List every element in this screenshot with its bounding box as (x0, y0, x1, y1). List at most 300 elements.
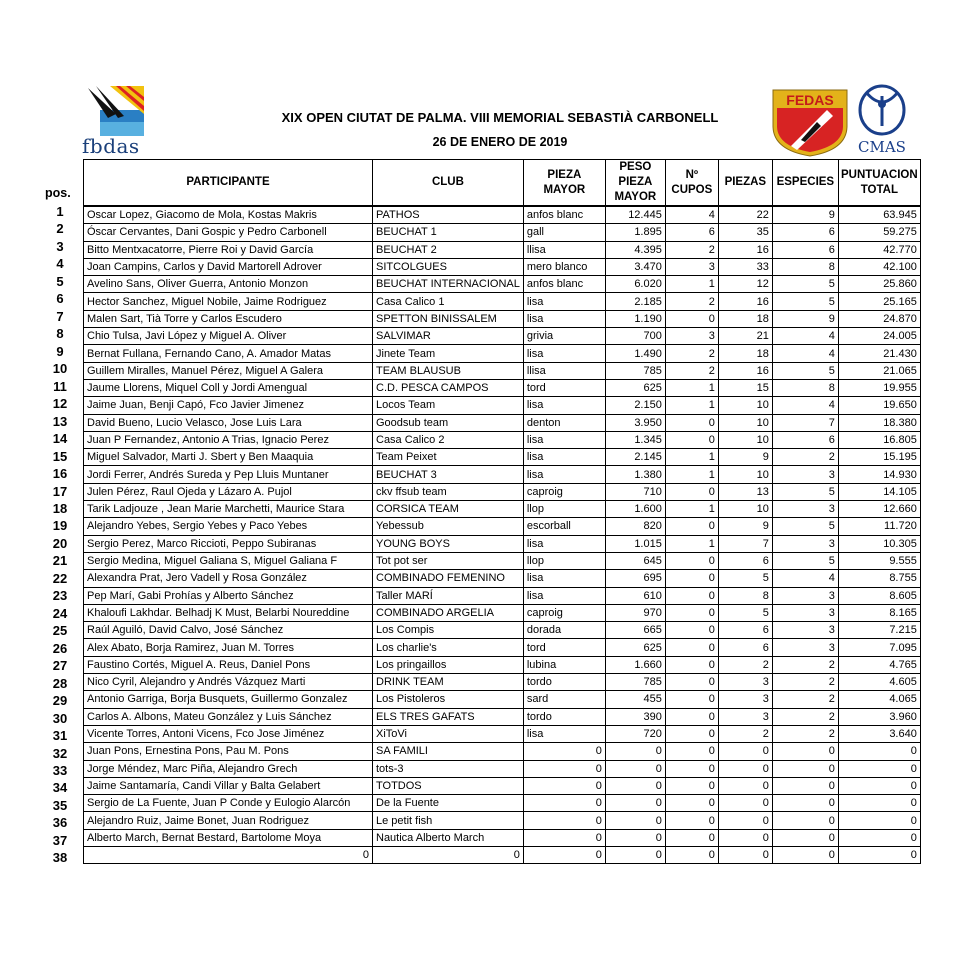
table-row (84, 501, 921, 518)
pieza-mayor-cell: tord (523, 379, 605, 396)
piezas-cell: 0 (718, 812, 772, 829)
pieza-mayor-cell: 0 (523, 829, 605, 846)
peso-cell: 625 (605, 379, 665, 396)
piezas-cell: 2 (718, 725, 772, 742)
pieza-mayor-cell: lisa (523, 397, 605, 414)
pieza-mayor-cell: gall (523, 224, 605, 241)
peso-cell: 710 (605, 483, 665, 500)
participant-cell: Carlos A. Albons, Mateu González y Luis Sánchez (84, 708, 373, 725)
participant-cell: Tarik Ladjouze , Jean Marie Marchetti, Maurice Stara (84, 501, 373, 518)
pieza-mayor-cell: mero blanco (523, 258, 605, 275)
piezas-cell: 22 (718, 206, 772, 224)
table-header-row (84, 160, 921, 207)
peso-cell: 0 (605, 829, 665, 846)
participant-cell: Jorge Méndez, Marc Piña, Alejandro Grech (84, 760, 373, 777)
especies-cell: 2 (772, 449, 838, 466)
total-cell: 0 (838, 795, 920, 812)
pieza-mayor-cell: 0 (523, 777, 605, 794)
cupos-cell: 0 (665, 760, 718, 777)
piezas-cell: 10 (718, 501, 772, 518)
participant-cell: Malen Sart, Tià Torre y Carlos Escudero (84, 310, 373, 327)
pieza-mayor-cell: tordo (523, 708, 605, 725)
total-cell: 10.305 (838, 535, 920, 552)
cupos-cell: 0 (665, 570, 718, 587)
especies-cell: 8 (772, 258, 838, 275)
piezas-cell: 6 (718, 552, 772, 569)
position-number: 20 (52, 535, 68, 551)
table-row (84, 328, 921, 345)
peso-cell: 2.145 (605, 449, 665, 466)
piezas-cell: 16 (718, 362, 772, 379)
pieza-mayor-cell: llop (523, 552, 605, 569)
total-cell: 7.215 (838, 622, 920, 639)
position-number: 14 (52, 431, 68, 447)
especies-cell: 5 (772, 276, 838, 293)
piezas-cell: 16 (718, 293, 772, 310)
piezas-cell: 35 (718, 224, 772, 241)
position-number: 31 (52, 728, 68, 744)
fedas-logo-text: FEDAS (786, 92, 834, 108)
col-cupos: Nº CUPOS (665, 160, 718, 207)
peso-cell: 0 (605, 812, 665, 829)
club-cell: SALVIMAR (373, 328, 524, 345)
position-number: 1 (56, 204, 64, 219)
cupos-cell: 2 (665, 345, 718, 362)
pieza-mayor-cell: dorada (523, 622, 605, 639)
participant-cell: Jaume Llorens, Miquel Coll y Jordi Amengual (84, 379, 373, 396)
peso-cell: 610 (605, 587, 665, 604)
participant-cell: Khaloufi Lakhdar. Belhadj K Must, Belarbi Noureddine (84, 604, 373, 621)
total-cell: 0 (838, 846, 920, 863)
club-cell: SITCOLGUES (373, 258, 524, 275)
total-cell: 12.660 (838, 501, 920, 518)
cupos-cell: 1 (665, 501, 718, 518)
pieza-mayor-cell: caproig (523, 604, 605, 621)
participant-cell: Juan P Fernandez, Antonio A Trias, Ignacio Perez (84, 431, 373, 448)
position-number: 37 (52, 832, 68, 848)
total-cell: 0 (838, 777, 920, 794)
club-cell: Team Peixet (373, 449, 524, 466)
total-cell: 0 (838, 812, 920, 829)
pieza-mayor-cell: lisa (523, 293, 605, 310)
peso-cell: 625 (605, 639, 665, 656)
total-cell: 25.860 (838, 276, 920, 293)
total-cell: 8.165 (838, 604, 920, 621)
table-row (84, 846, 921, 863)
especies-cell: 5 (772, 552, 838, 569)
table-row (84, 812, 921, 829)
table-row (84, 241, 921, 258)
participant-cell: Guillem Miralles, Manuel Pérez, Miguel A Galera (84, 362, 373, 379)
page-title: XIX OPEN CIUTAT DE PALMA. VIII MEMORIAL SEBASTIÀ CARBONELL (281, 110, 719, 125)
table-row (84, 414, 921, 431)
club-cell: BEUCHAT 1 (373, 224, 524, 241)
col-pieza-mayor: PIEZA MAYOR (523, 160, 605, 207)
piezas-cell: 8 (718, 587, 772, 604)
especies-cell: 2 (772, 674, 838, 691)
club-cell: 0 (373, 846, 524, 863)
participant-cell: Nico Cyril, Alejandro y Andrés Vázquez Marti (84, 674, 373, 691)
cupos-cell: 0 (665, 604, 718, 621)
especies-cell: 9 (772, 310, 838, 327)
club-cell: Le petit fish (373, 812, 524, 829)
participant-cell: Sergio Perez, Marco Riccioti, Peppo Subiranas (84, 535, 373, 552)
pieza-mayor-cell: lisa (523, 535, 605, 552)
piezas-cell: 0 (718, 777, 772, 794)
piezas-cell: 13 (718, 483, 772, 500)
total-cell: 14.105 (838, 483, 920, 500)
especies-cell: 6 (772, 431, 838, 448)
peso-cell: 12.445 (605, 206, 665, 224)
peso-cell: 1.600 (605, 501, 665, 518)
table-row (84, 483, 921, 500)
fedas-logo-icon (771, 88, 849, 158)
cupos-cell: 0 (665, 518, 718, 535)
club-cell: Los Pistoleros (373, 691, 524, 708)
peso-cell: 665 (605, 622, 665, 639)
peso-cell: 0 (605, 846, 665, 863)
position-number: 7 (56, 308, 64, 324)
position-number: 3 (56, 238, 64, 254)
club-cell: COMBINADO ARGELIA (373, 604, 524, 621)
pieza-mayor-cell: 0 (523, 812, 605, 829)
piezas-cell: 0 (718, 829, 772, 846)
club-cell: Los charlie's (373, 639, 524, 656)
total-cell: 21.430 (838, 345, 920, 362)
pieza-mayor-cell: tordo (523, 674, 605, 691)
total-cell: 24.870 (838, 310, 920, 327)
position-number: 32 (52, 745, 68, 761)
total-cell: 4.065 (838, 691, 920, 708)
position-number: 33 (52, 763, 68, 778)
position-number: 12 (52, 396, 68, 412)
participant-cell: Chio Tulsa, Javi López y Miguel A. Oliver (84, 328, 373, 345)
peso-cell: 1.660 (605, 656, 665, 673)
pieza-mayor-cell: 0 (523, 795, 605, 812)
total-cell: 0 (838, 760, 920, 777)
cmas-logo (852, 82, 912, 158)
cupos-cell: 0 (665, 483, 718, 500)
club-cell: BEUCHAT 2 (373, 241, 524, 258)
club-cell: Goodsub team (373, 414, 524, 431)
position-number: 27 (52, 658, 68, 674)
especies-cell: 5 (772, 483, 838, 500)
peso-cell: 820 (605, 518, 665, 535)
fbdas-logo (82, 84, 152, 156)
piezas-cell: 18 (718, 345, 772, 362)
pieza-mayor-cell: llop (523, 501, 605, 518)
position-number: 26 (52, 640, 68, 656)
participant-cell: Óscar Cervantes, Dani Gospic y Pedro Carbonell (84, 224, 373, 241)
pieza-mayor-cell: anfos blanc (523, 206, 605, 224)
especies-cell: 3 (772, 466, 838, 483)
especies-cell: 3 (772, 535, 838, 552)
club-cell: PATHOS (373, 206, 524, 224)
especies-cell: 0 (772, 846, 838, 863)
col-participante: PARTICIPANTE (84, 160, 373, 207)
club-cell: Tot pot ser (373, 552, 524, 569)
total-cell: 63.945 (838, 206, 920, 224)
club-cell: De la Fuente (373, 795, 524, 812)
col-puntuacion-total: PUNTUACION TOTAL (838, 160, 920, 207)
club-cell: C.D. PESCA CAMPOS (373, 379, 524, 396)
piezas-cell: 10 (718, 431, 772, 448)
club-cell: tots-3 (373, 760, 524, 777)
position-number: 13 (52, 413, 68, 429)
position-number: 34 (52, 780, 68, 796)
pieza-mayor-cell: 0 (523, 760, 605, 777)
cupos-cell: 0 (665, 674, 718, 691)
club-cell: Los pringaillos (373, 656, 524, 673)
pieza-mayor-cell: llisa (523, 241, 605, 258)
cupos-cell: 2 (665, 362, 718, 379)
pieza-mayor-cell: lisa (523, 466, 605, 483)
position-number: 10 (52, 361, 68, 377)
especies-cell: 5 (772, 518, 838, 535)
table-row (84, 622, 921, 639)
position-number: 16 (52, 466, 68, 482)
especies-cell: 9 (772, 206, 838, 224)
table-row (84, 656, 921, 673)
participant-cell: Jordi Ferrer, Andrés Sureda y Pep Lluis Muntaner (84, 466, 373, 483)
results-table (83, 159, 921, 864)
cupos-cell: 1 (665, 397, 718, 414)
total-cell: 7.095 (838, 639, 920, 656)
participant-cell: Oscar Lopez, Giacomo de Mola, Kostas Makris (84, 206, 373, 224)
table-row (84, 431, 921, 448)
participant-cell: Juan Pons, Ernestina Pons, Pau M. Pons (84, 743, 373, 760)
cupos-cell: 0 (665, 622, 718, 639)
peso-cell: 1.490 (605, 345, 665, 362)
table-row (84, 362, 921, 379)
table-row (84, 224, 921, 241)
total-cell: 42.100 (838, 258, 920, 275)
peso-cell: 4.395 (605, 241, 665, 258)
table-row (84, 518, 921, 535)
pieza-mayor-cell: denton (523, 414, 605, 431)
participant-cell: Jaime Santamaría, Candi Villar y Balta Gelabert (84, 777, 373, 794)
position-number: 6 (56, 291, 64, 307)
table-row (84, 760, 921, 777)
total-cell: 16.805 (838, 431, 920, 448)
cupos-cell: 0 (665, 639, 718, 656)
peso-cell: 720 (605, 725, 665, 742)
pieza-mayor-cell: 0 (523, 743, 605, 760)
peso-cell: 0 (605, 760, 665, 777)
position-number: 18 (52, 500, 68, 516)
especies-cell: 2 (772, 656, 838, 673)
event-date: 26 DE ENERO DE 2019 (432, 135, 568, 149)
total-cell: 0 (838, 743, 920, 760)
club-cell: BEUCHAT INTERNACIONAL (373, 276, 524, 293)
pieza-mayor-cell: lisa (523, 725, 605, 742)
pieza-mayor-cell: lubina (523, 656, 605, 673)
especies-cell: 6 (772, 241, 838, 258)
cupos-cell: 3 (665, 258, 718, 275)
piezas-cell: 9 (718, 449, 772, 466)
piezas-cell: 2 (718, 656, 772, 673)
total-cell: 19.955 (838, 379, 920, 396)
club-cell: Los Compis (373, 622, 524, 639)
position-number: 29 (52, 693, 68, 709)
club-cell: SA FAMILI (373, 743, 524, 760)
cupos-cell: 0 (665, 795, 718, 812)
total-cell: 9.555 (838, 552, 920, 569)
peso-cell: 0 (605, 777, 665, 794)
club-cell: Casa Calico 1 (373, 293, 524, 310)
table-row (84, 725, 921, 742)
table-row (84, 795, 921, 812)
peso-cell: 2.185 (605, 293, 665, 310)
piezas-cell: 9 (718, 518, 772, 535)
pos-column-header: pos. (45, 186, 71, 200)
total-cell: 4.605 (838, 674, 920, 691)
club-cell: ELS TRES GAFATS (373, 708, 524, 725)
cupos-cell: 0 (665, 310, 718, 327)
position-number: 4 (56, 256, 64, 272)
especies-cell: 2 (772, 691, 838, 708)
peso-cell: 785 (605, 362, 665, 379)
table-row (84, 829, 921, 846)
piezas-cell: 5 (718, 604, 772, 621)
especies-cell: 5 (772, 293, 838, 310)
position-number: 9 (56, 343, 64, 359)
participant-cell: Alejandro Ruiz, Jaime Bonet, Juan Rodriguez (84, 812, 373, 829)
piezas-cell: 0 (718, 846, 772, 863)
especies-cell: 4 (772, 328, 838, 345)
total-cell: 8.755 (838, 570, 920, 587)
pieza-mayor-cell: tord (523, 639, 605, 656)
participant-cell: Bernat Fullana, Fernando Cano, A. Amador Matas (84, 345, 373, 362)
position-number: 21 (52, 553, 68, 569)
pieza-mayor-cell: lisa (523, 310, 605, 327)
especies-cell: 4 (772, 570, 838, 587)
piezas-cell: 0 (718, 743, 772, 760)
peso-cell: 1.895 (605, 224, 665, 241)
peso-cell: 390 (605, 708, 665, 725)
peso-cell: 3.950 (605, 414, 665, 431)
participant-cell: Hector Sanchez, Miguel Nobile, Jaime Rodriguez (84, 293, 373, 310)
peso-cell: 1.190 (605, 310, 665, 327)
piezas-cell: 3 (718, 674, 772, 691)
position-number: 11 (53, 378, 67, 394)
especies-cell: 4 (772, 345, 838, 362)
pieza-mayor-cell: caproig (523, 483, 605, 500)
participant-cell: Alexandra Prat, Jero Vadell y Rosa González (84, 570, 373, 587)
pieza-mayor-cell: lisa (523, 587, 605, 604)
especies-cell: 0 (772, 777, 838, 794)
especies-cell: 5 (772, 362, 838, 379)
peso-cell: 1.345 (605, 431, 665, 448)
piezas-cell: 10 (718, 414, 772, 431)
position-number: 17 (52, 483, 68, 499)
col-club: CLUB (373, 160, 524, 207)
club-cell: ckv ffsub team (373, 483, 524, 500)
table-row (84, 345, 921, 362)
table-row (84, 466, 921, 483)
position-number: 36 (52, 815, 68, 831)
total-cell: 25.165 (838, 293, 920, 310)
piezas-cell: 10 (718, 466, 772, 483)
total-cell: 59.275 (838, 224, 920, 241)
cupos-cell: 0 (665, 743, 718, 760)
table-row (84, 777, 921, 794)
table-row (84, 604, 921, 621)
especies-cell: 2 (772, 725, 838, 742)
especies-cell: 2 (772, 708, 838, 725)
club-cell: Locos Team (373, 397, 524, 414)
club-cell: DRINK TEAM (373, 674, 524, 691)
club-cell: XiToVi (373, 725, 524, 742)
especies-cell: 3 (772, 622, 838, 639)
position-number: 25 (52, 623, 68, 639)
peso-cell: 695 (605, 570, 665, 587)
position-number: 2 (56, 221, 64, 237)
position-number: 22 (52, 570, 68, 586)
participant-cell: Alejandro Yebes, Sergio Yebes y Paco Yebes (84, 518, 373, 535)
pieza-mayor-cell: sard (523, 691, 605, 708)
position-number: 8 (56, 326, 64, 342)
cupos-cell: 0 (665, 708, 718, 725)
peso-cell: 0 (605, 743, 665, 760)
total-cell: 3.960 (838, 708, 920, 725)
peso-cell: 455 (605, 691, 665, 708)
fbdas-emblem-icon (86, 84, 148, 136)
position-number: 35 (52, 797, 68, 813)
especies-cell: 4 (772, 397, 838, 414)
especies-cell: 6 (772, 224, 838, 241)
fbdas-logo-text: fbdas (82, 134, 140, 158)
total-cell: 8.605 (838, 587, 920, 604)
cupos-cell: 3 (665, 328, 718, 345)
cupos-cell: 0 (665, 829, 718, 846)
club-cell: TOTDOS (373, 777, 524, 794)
total-cell: 0 (838, 829, 920, 846)
especies-cell: 0 (772, 812, 838, 829)
table-row (84, 691, 921, 708)
total-cell: 15.195 (838, 449, 920, 466)
club-cell: Yebessub (373, 518, 524, 535)
participant-cell: Joan Campins, Carlos y David Martorell Adrover (84, 258, 373, 275)
cupos-cell: 6 (665, 224, 718, 241)
piezas-cell: 0 (718, 760, 772, 777)
total-cell: 24.005 (838, 328, 920, 345)
cupos-cell: 0 (665, 414, 718, 431)
piezas-cell: 33 (718, 258, 772, 275)
cupos-cell: 0 (665, 656, 718, 673)
club-cell: CORSICA TEAM (373, 501, 524, 518)
cupos-cell: 1 (665, 379, 718, 396)
cupos-cell: 2 (665, 241, 718, 258)
total-cell: 18.380 (838, 414, 920, 431)
participant-cell: Antonio Garriga, Borja Busquets, Guillermo Gonzalez (84, 691, 373, 708)
cupos-cell: 1 (665, 466, 718, 483)
total-cell: 21.065 (838, 362, 920, 379)
position-number: 28 (52, 675, 68, 691)
club-cell: BEUCHAT 3 (373, 466, 524, 483)
piezas-cell: 18 (718, 310, 772, 327)
especies-cell: 0 (772, 795, 838, 812)
table-row (84, 310, 921, 327)
club-cell: Nautica Alberto March (373, 829, 524, 846)
position-column (40, 203, 80, 867)
col-piezas: PIEZAS (718, 160, 772, 207)
pieza-mayor-cell: lisa (523, 431, 605, 448)
piezas-cell: 10 (718, 397, 772, 414)
pieza-mayor-cell: escorball (523, 518, 605, 535)
table-row (84, 639, 921, 656)
position-number: 23 (52, 588, 68, 604)
